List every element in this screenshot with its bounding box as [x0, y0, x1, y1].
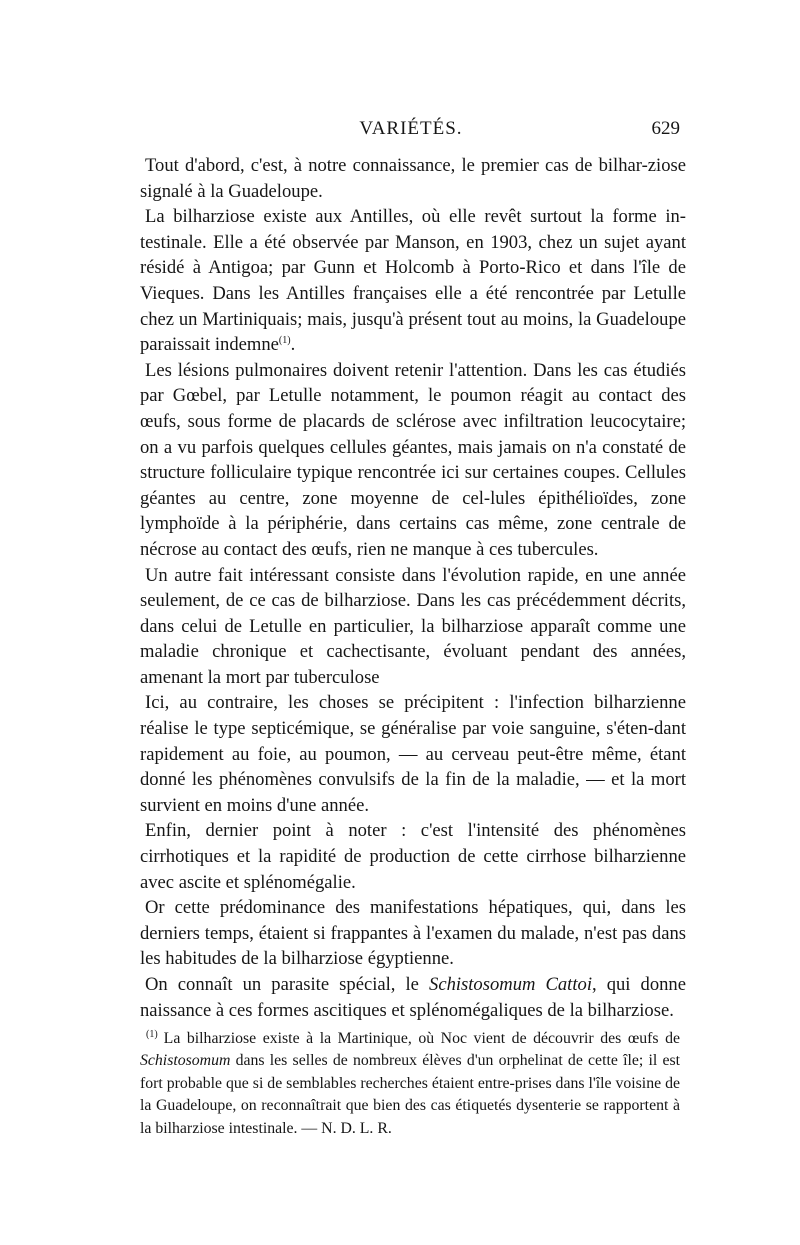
paragraph-7: Or cette prédominance des manifestations hépatiques, qui, dans les derniers temps, étaient si frappantes à l'examen du malade, n'est pas dans les habitudes de la bilharziose égyptienne. — [140, 897, 686, 970]
footnote-text: La bilharziose existe à la Martinique, où Noc vient de découvrir des œufs de — [163, 1030, 680, 1047]
footnote-mark: (1) — [146, 1028, 158, 1040]
paragraph-2 — [140, 204, 686, 358]
paragraph-2-text: La bilharziose existe aux Antilles, où elle revêt surtout la forme in-testinale. Elle a été observée par Manson, en 1903, chez un sujet ayant résidé à Antigoa; par Gunn et Holcomb à Porto-Rico et dans l'île de Vieques. Dans les Antilles françaises elle a été rencontrée par Letulle chez un Martiniquais; mais, jusqu'à présent tout au moins, la Guadeloupe paraissait indemne — [140, 206, 686, 356]
page-header — [138, 116, 684, 146]
paragraph-8-end: , qui donne naissance à ces formes ascitiques et splénomégaliques de la bilharziose. — [140, 974, 686, 1021]
paragraph-4: Un autre fait intéressant consiste dans l'évolution rapide, en une année seulement, de ce cas de bilharziose. Dans les cas précédemment décrits, dans celui de Letulle en particulier, la bilharziose apparaît comme une maladie chronique et cachectisante, évoluant pendant des années, amenant la mort par tuberculose — [140, 564, 686, 688]
footnote-section — [140, 1028, 680, 1140]
footnote-genus-name: Schistosomum — [140, 1052, 231, 1070]
paragraph-3: Les lésions pulmonaires doivent retenir l'attention. Dans les cas étudiés par Gœbel, par Letulle notamment, le poumon réagit au contact des œufs, sous forme de placards de sclérose avec infiltration leucocytaire; on a vu parfois quelques cellules géantes, mais jamais on n'a constaté de structure folliculaire typique rencontrée ici sur certaines coupes. Cellules géantes au centre, zone moyenne de cel-lules épithélioïdes, zone lymphoïde à la périphérie, dans certains cas même, zone centrale de nécrose au contact des œufs, rien ne manque à ces tubercules. — [140, 359, 686, 560]
species-name: Schistosomum Cattoi — [429, 974, 592, 995]
paragraph-2-end: . — [290, 334, 296, 356]
running-title: VARIÉTÉS. — [359, 118, 463, 139]
footnote-text-end: dans les selles de nombreux élèves d'un orphelinat de cette île; il est fort probable que si de semblables recherches étaient entre-prises dans l'île voisine de la Guadeloupe, on reconnaîtrait que bien des cas étiquetés dysenterie se rapportent à la bilharziose intestinale. — N. D. L. R. — [140, 1052, 680, 1137]
paragraph-6: Enfin, dernier point à noter : c'est l'intensité des phénomènes cirrhotiques et la rapidité de production de cette cirrhose bilharzienne avec ascite et splénomégalie. — [140, 820, 686, 893]
paragraph-8 — [140, 972, 686, 1023]
paragraph-8-text: On connaît un parasite spécial, le — [145, 974, 430, 995]
paragraph-5: Ici, au contraire, les choses se précipitent : l'infection bilharzienne réalise le type septicémique, se généralise par voie sanguine, s'éten-dant rapidement au foie, au poumon, — au cerveau peut-être même, étant donné les phénomènes convulsifs de la fin de la maladie, — et la mort survient en moins d'une année. — [140, 692, 686, 816]
footnote-reference: (1) — [278, 334, 291, 346]
page-number: 629 — [651, 118, 680, 139]
footnote-1 — [140, 1028, 680, 1140]
paragraph-1: Tout d'abord, c'est, à notre connaissance, le premier cas de bilhar-ziose signalé à la Guadeloupe. — [140, 155, 686, 202]
main-text — [140, 153, 686, 1023]
